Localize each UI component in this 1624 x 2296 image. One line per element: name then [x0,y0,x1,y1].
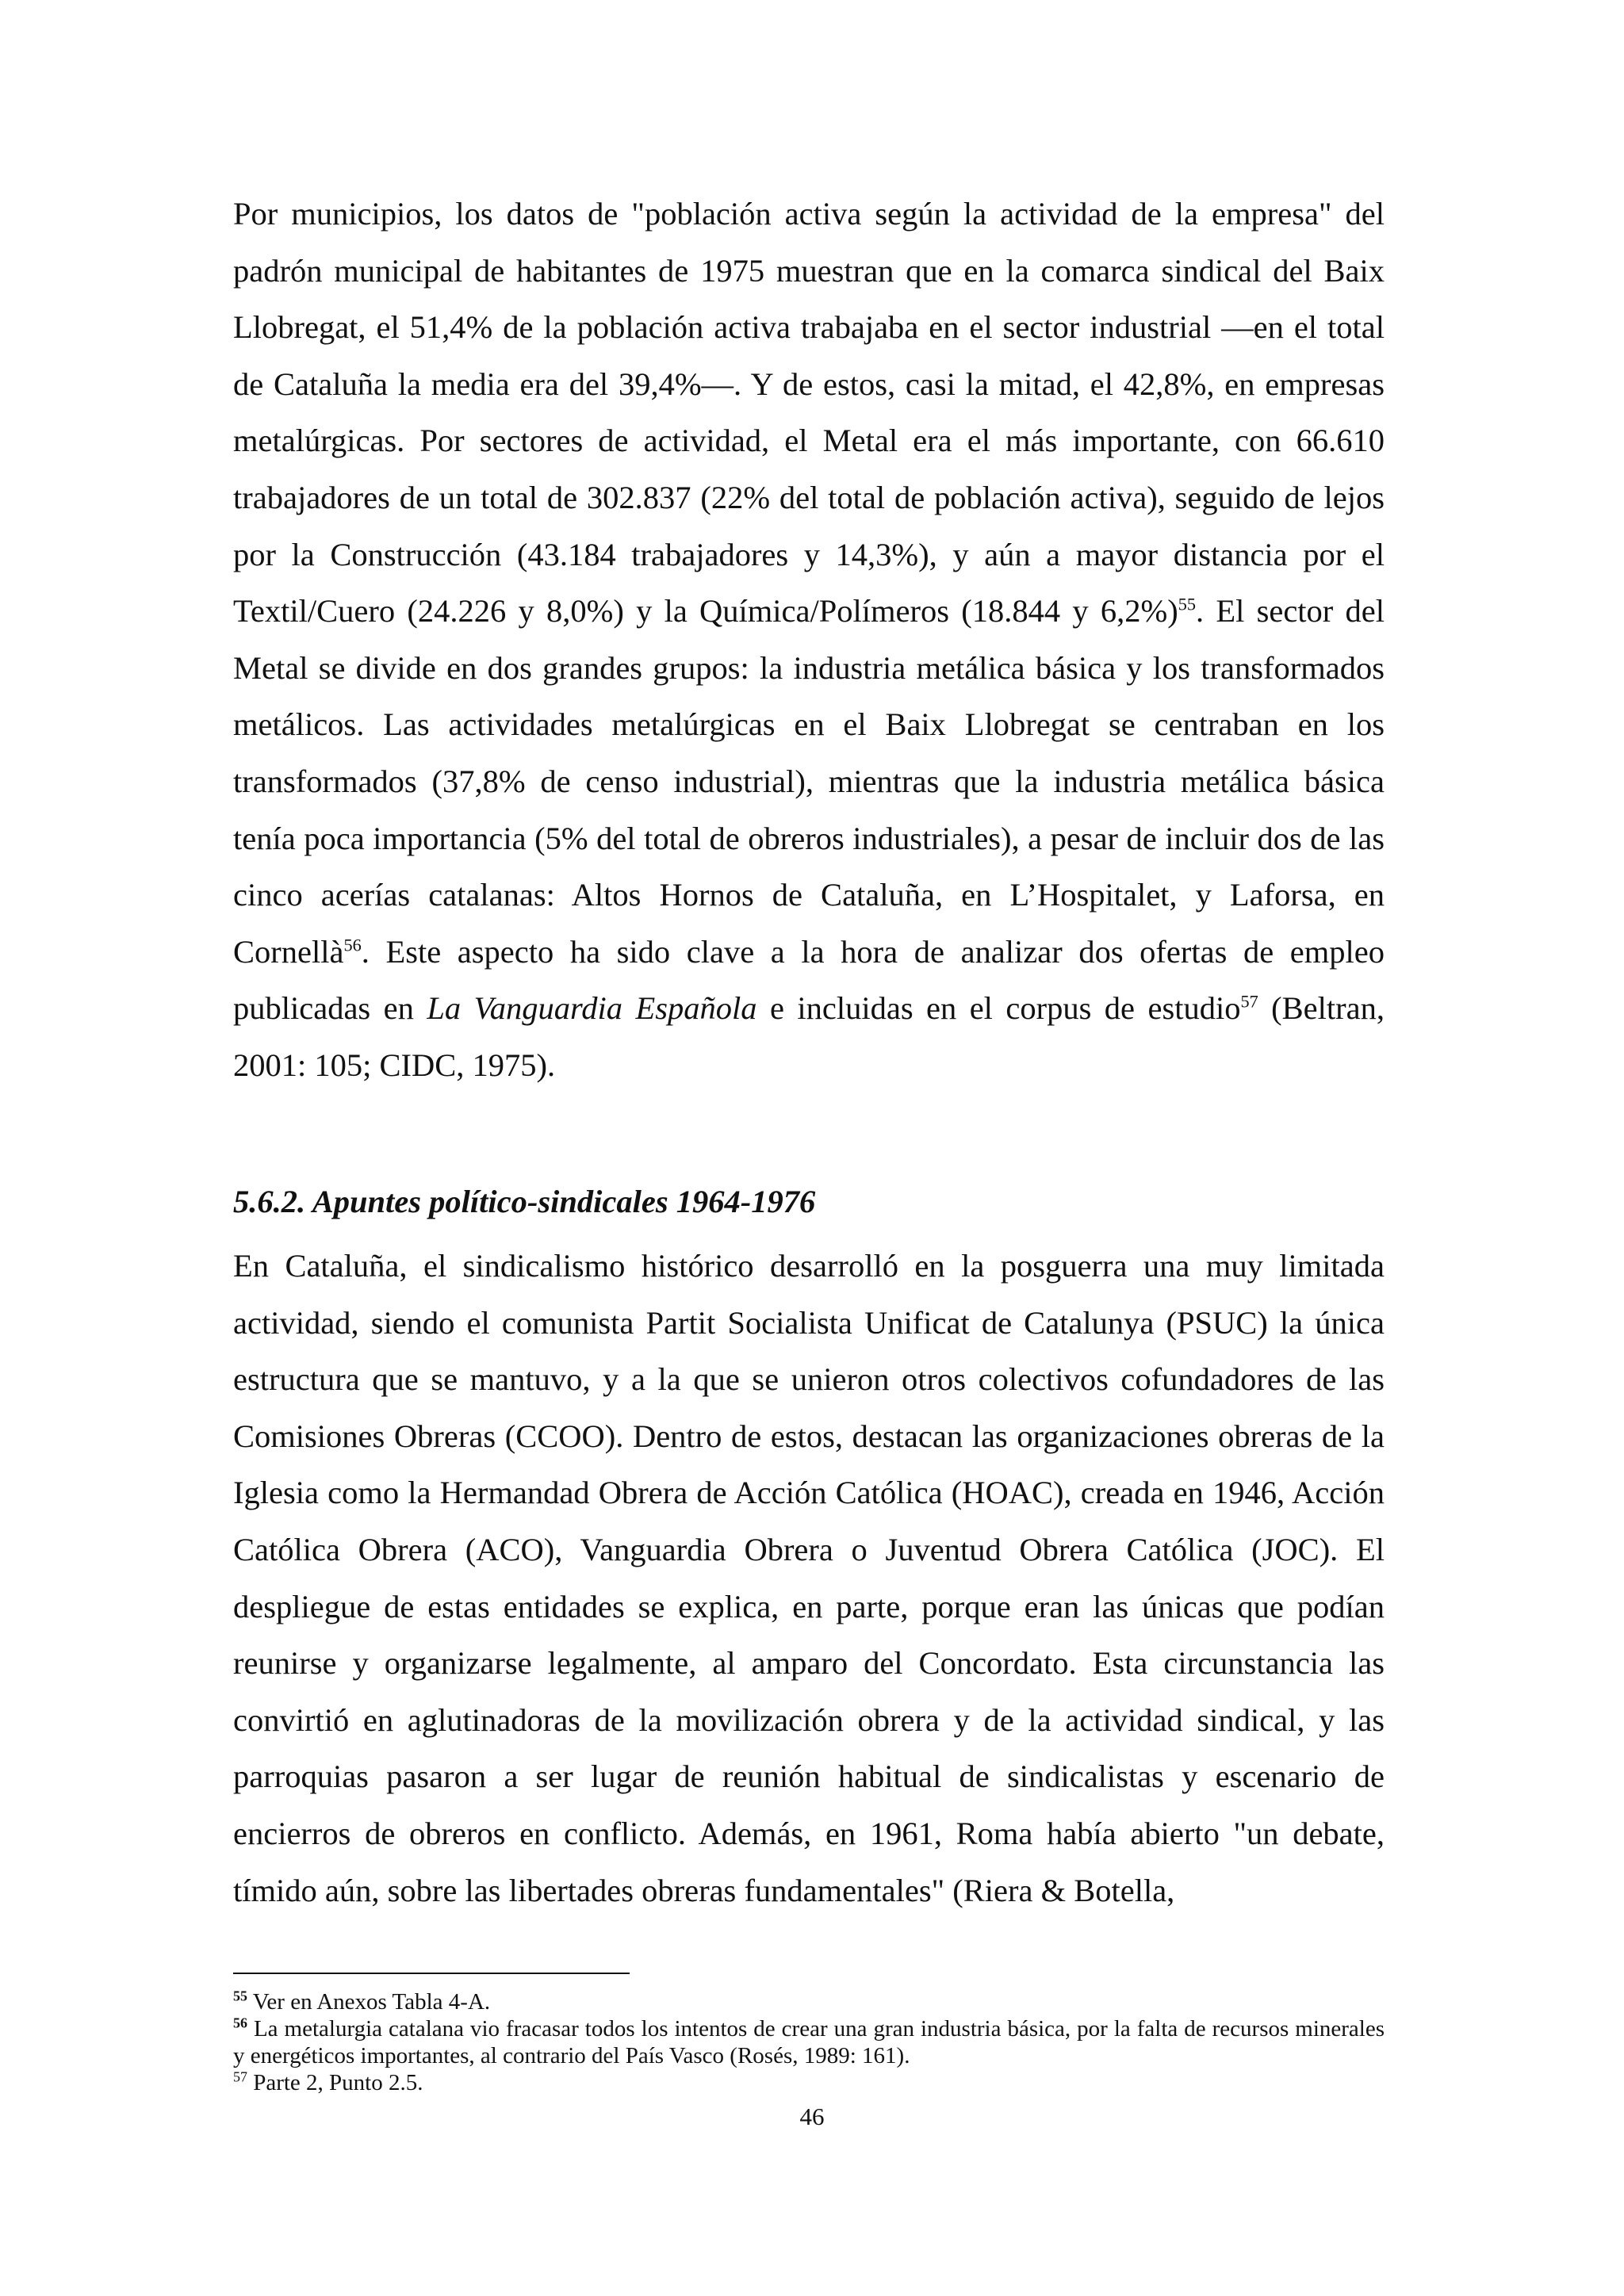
footnotes [233,1988,1385,2096]
paragraph-text: . El sector del Metal se divide en dos grandes grupos: la industria metálica básica y los transformados metálicos. Las actividades metalúrgicas en el Baix Llobregat se centraban en los transformados (37,8% de censo industrial), mientras que la industria metálica básica tenía poca importancia (5% del total de obreros industriales), a pesar de incluir dos de las cinco acerías catalanas: Altos Hornos de Cataluña, en L’Hospitalet, y Laforsa, en Cornellà [233,593,1385,970]
footnote-56 [233,2015,1385,2069]
footnote-57 [233,2069,1385,2096]
footnote-text: Ver en Anexos Tabla 4-A. [247,1989,491,2015]
paragraph-text: Por municipios, los datos de "población activa según la actividad de la empresa" del padrón municipal de habitantes de 1975 muestran que en la comarca sindical del Baix Llobregat, el 51,4% de la población activa trabajaba en el sector industrial —en el total de Cataluña la media era del 39,4%—. Y de estos, casi la mitad, el 42,8%, en empresas metalúrgicas. Por sectores de actividad, el Metal era el más importante, con 66.610 trabajadores de un total de 302.837 (22% del total de población activa), seguido de lejos por la Construcción (43.184 trabajadores y 14,3%), y aún a mayor distancia por el Textil/Cuero (24.226 y 8,0%) y la Química/Polímeros (18.844 y 6,2%) [233,196,1385,629]
newspaper-title: La Vanguardia Española [427,990,757,1027]
footnote-text: La metalurgia catalana vio fracasar todos los intentos de crear una gran industria básica, por la falta de recursos minerales y energéticos importantes, al contrario del País Vasco (Rosés, 1989: 161). [233,2016,1385,2068]
paragraph-text: e incluidas en el corpus de estudio [756,990,1241,1027]
footnote-text: Parte 2, Punto 2.5. [247,2070,423,2095]
paragraph-text: (Beltran, 2001: 105; CIDC, 1975). [233,990,1385,1083]
paragraph-text: . Este aspecto ha sido clave a la hora de analizar dos ofertas de empleo publicadas en [233,933,1385,1027]
footnote-55 [233,1988,1385,2015]
footnote-ref-56[interactable]: 56 [343,935,362,955]
footnote-ref-55[interactable]: 55 [1178,594,1196,614]
footnote-marker: 55 [233,1988,247,2004]
footnote-ref-57[interactable]: 57 [1240,991,1258,1012]
body-paragraph-1 [233,186,1385,1094]
footnote-marker: 57 [233,2068,247,2085]
body-paragraph-2: En Cataluña, el sindicalismo histórico desarrolló en la posguerra una muy limitada actividad, siendo el comunista Partit Socialista Unificat de Catalunya (PSUC) la única estructura que se mantuvo, y a la que se unieron otros colectivos cofundadores de las Comisiones Obreras (CCOO). Dentro de estos, destacan las organizaciones obreras de la Iglesia como la Hermandad Obrera de Acción Católica (HOAC), creada en 1946, Acción Católica Obrera (ACO), Vanguardia Obrera o Juventud Obrera Católica (JOC). El despliegue de estas entidades se explica, en parte, porque eran las únicas que podían reunirse y organizarse legalmente, al amparo del Concordato. Esta circunstancia las convirtió en aglutinadoras de la movilización obrera y de la actividad sindical, y las parroquias pasaron a ser lugar de reunión habitual de sindicalistas y escenario de encierros de obreros en conflicto. Además, en 1961, Roma había abierto "un debate, tímido aún, sobre las libertades obreras fundamentales" (Riera & Botella, [233,1248,1385,1908]
page-number: 46 [799,2103,825,2130]
section-heading: 5.6.2. Apuntes político-sindicales 1964-1976 [233,1184,816,1219]
footnote-marker: 56 [233,2015,247,2031]
footnote-separator [233,1973,630,1974]
